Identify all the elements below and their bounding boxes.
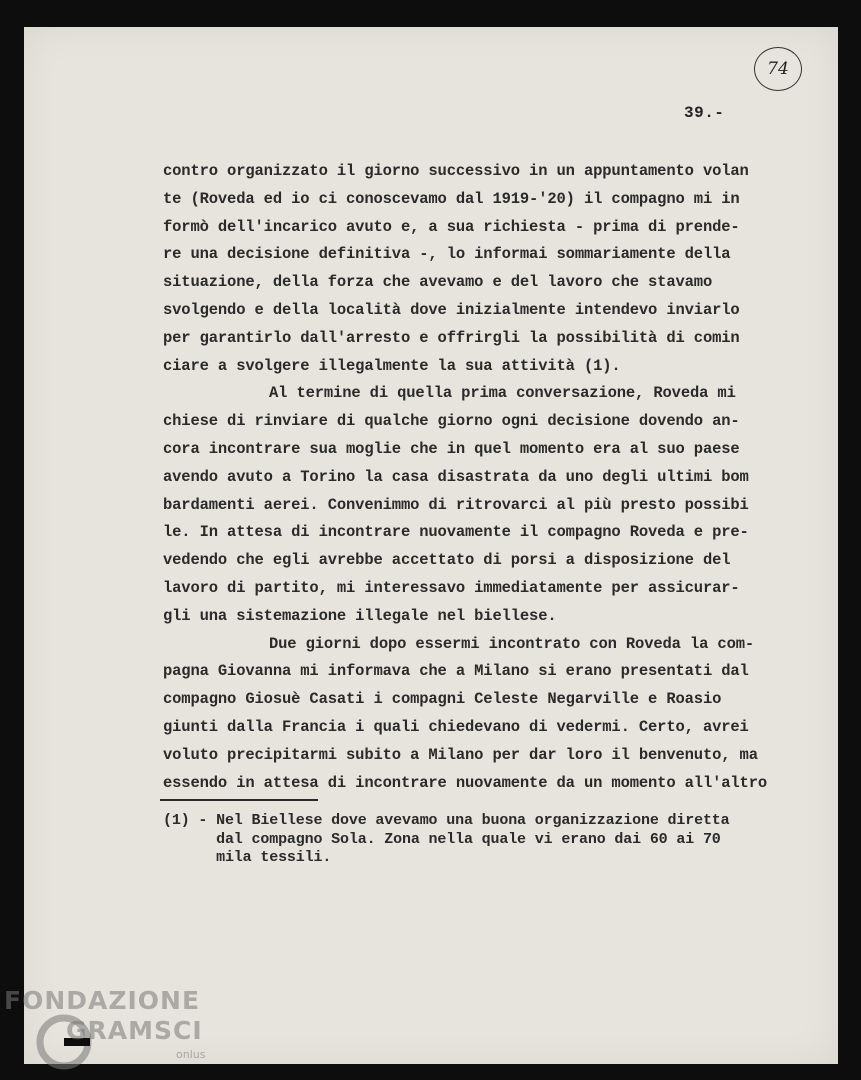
footnote-separator: [160, 799, 318, 801]
text-line: formò dell'incarico avuto e, a sua richiesta - prima di prende-: [163, 217, 740, 236]
text-line: voluto precipitarmi subito a Milano per dar loro il benvenuto, ma: [163, 745, 758, 764]
text-line: Al termine di quella prima conversazione, Roveda mi: [269, 384, 736, 403]
watermark-line3: onlus: [176, 1048, 206, 1061]
text-line: le. In attesa di incontrare nuovamente il compagno Roveda e pre-: [163, 523, 749, 542]
text-line: Due giorni dopo essermi incontrato con Roveda la com-: [269, 634, 755, 653]
text-line: essendo in attesa di incontrare nuovamente da un momento all'altro: [163, 773, 768, 792]
text-line: contro organizzato il giorno successivo in un appuntamento volan: [163, 162, 749, 180]
text-line: chiese di rinviare di qualche giorno ogni decisione dovendo an-: [163, 412, 740, 431]
text-line: per garantirlo dall'arresto e offrirgli la possibilità di comin: [163, 328, 740, 347]
watermark-logo: [4, 986, 214, 1076]
text-line: re una decisione definitiva -, lo informai sommariamente della: [163, 245, 731, 264]
text-line: svolgendo e della località dove inizialmente intendevo inviarlo: [163, 300, 740, 319]
text-line: cora incontrare sua moglie che in quel momento era al suo paese: [163, 439, 740, 458]
text-line: ciare a svolgere illegalmente la sua attività (1).: [163, 356, 621, 375]
body-text: [163, 158, 803, 797]
text-line: bardamenti aerei. Convenimmo di ritrovarci al più presto possibi: [163, 495, 749, 514]
text-line: avendo avuto a Torino la casa disastrata da uno degli ultimi bom: [163, 467, 749, 486]
watermark-line2: GRAMSCI: [66, 1016, 203, 1045]
text-line: lavoro di partito, mi interessavo immediatamente per assicurar-: [163, 578, 740, 597]
text-line: pagna Giovanna mi informava che a Milano si erano presentati dal: [163, 662, 749, 681]
text-line: vedendo che egli avrebbe accettato di porsi a disposizione del: [163, 551, 731, 570]
footnote-line: dal compagno Sola. Zona nella quale vi erano dai 60 ai 70: [163, 830, 721, 848]
archive-number-mark: [754, 47, 802, 91]
text-line: compagno Giosuè Casati i compagni Celeste Negarville e Roasio: [163, 690, 722, 709]
text-line: te (Roveda ed io ci conoscevamo dal 1919-'20) il compagno mi in: [163, 189, 740, 208]
page-number: 39.-: [684, 104, 725, 122]
text-line: situazione, della forza che avevamo e del lavoro che stavamo: [163, 273, 713, 292]
watermark-line1: FONDAZIONE: [4, 986, 201, 1015]
archive-number: 74: [767, 59, 789, 79]
footnote-line: mila tessili.: [163, 849, 332, 866]
text-line: gli una sistemazione illegale nel biellese.: [163, 606, 557, 625]
footnote-line: (1) - Nel Biellese dove avevamo una buona organizzazione diretta: [163, 812, 730, 829]
text-line: giunti dalla Francia i quali chiedevano di vedermi. Certo, avrei: [163, 717, 749, 736]
footnote: [163, 812, 803, 868]
